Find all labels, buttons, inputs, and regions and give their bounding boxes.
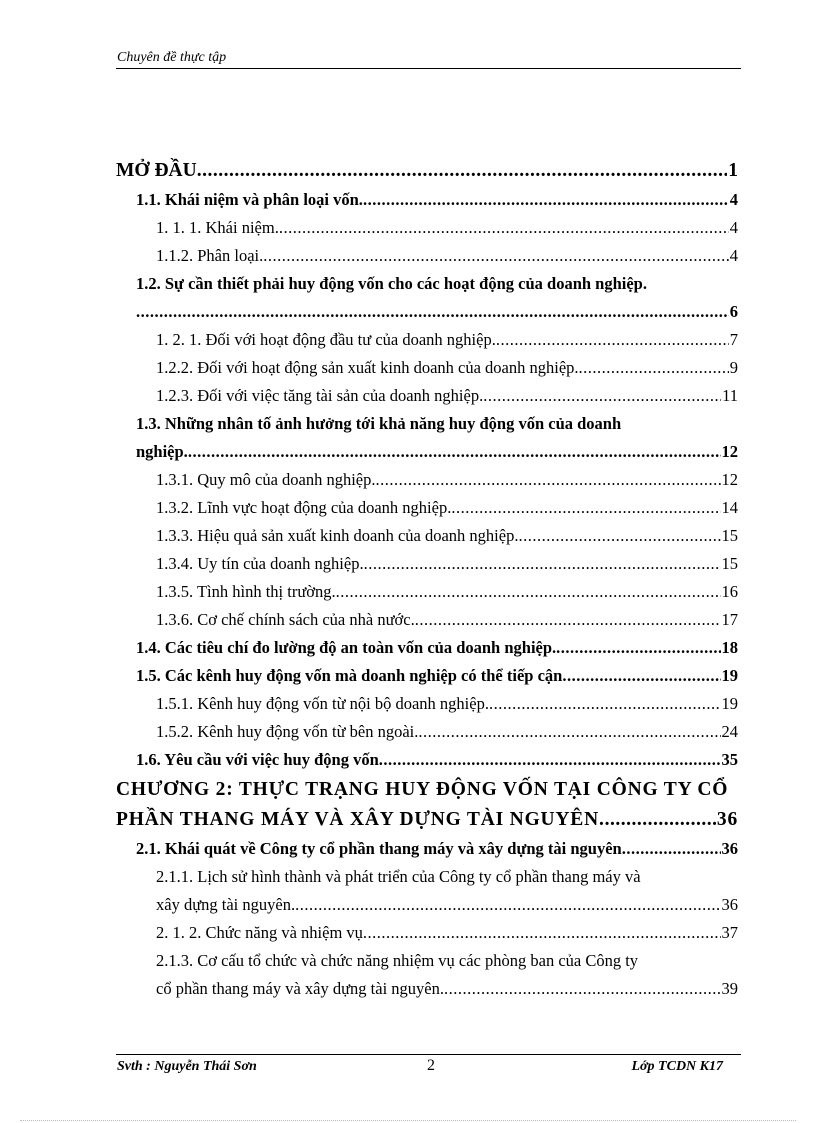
toc-page-number: 12 — [721, 442, 738, 461]
table-of-contents — [116, 156, 738, 1003]
toc-page-number: 36 — [716, 809, 738, 830]
toc-leader-dots — [188, 438, 721, 466]
toc-entry-1-6[interactable] — [116, 746, 738, 774]
page-bottom-divider — [20, 1120, 796, 1121]
toc-entry-2-1-1-cont[interactable] — [116, 891, 738, 919]
toc-page-number: 6 — [729, 302, 738, 321]
toc-entry-text: MỞ ĐẦU — [116, 160, 197, 181]
toc-entry-text: 1.6. Yêu cầu với việc huy động vốn — [136, 750, 379, 769]
toc-leader-dots — [418, 718, 720, 746]
toc-entry-text: CHƯƠNG 2: THỰC TRẠNG HUY ĐỘNG VỐN TẠI CÔNG TY CỔ — [116, 779, 729, 800]
toc-leader-dots — [279, 214, 729, 242]
toc-entry-text: 1.1.2. Phân loại. — [156, 246, 264, 265]
toc-page-number: 4 — [729, 246, 738, 265]
toc-entry-text: 1. 1. 1. Khái niệm. — [156, 218, 279, 237]
toc-entry-1-1-1[interactable] — [116, 214, 738, 242]
toc-leader-dots — [489, 690, 721, 718]
toc-entry-1-5[interactable] — [116, 662, 738, 690]
toc-entry-text: 2.1.3. Cơ cấu tổ chức và chức năng nhiệm vụ các phòng ban của Công ty — [156, 951, 639, 970]
toc-entry-chapter-2[interactable] — [116, 774, 738, 805]
toc-page-number: 11 — [722, 386, 738, 405]
toc-entry-text: 1.3.6. Cơ chế chính sách của nhà nước. — [156, 610, 415, 629]
toc-page-number: 36 — [721, 895, 738, 914]
toc-entry-text: xây dựng tài nguyên. — [156, 895, 296, 914]
toc-leader-dots — [562, 662, 720, 690]
toc-leader-dots — [444, 975, 721, 1003]
toc-page-number: 36 — [721, 839, 738, 858]
toc-leader-dots — [295, 891, 720, 919]
toc-page-number: 15 — [721, 554, 738, 573]
toc-entry-text: 1.2.2. Đối với hoạt động sản xuất kinh doanh của doanh nghiệp. — [156, 358, 579, 377]
toc-page-number: 18 — [721, 638, 738, 657]
toc-entry-chapter-2-cont[interactable] — [116, 805, 738, 835]
toc-page-number: 7 — [729, 330, 738, 349]
toc-page-number: 4 — [729, 218, 738, 237]
toc-page-number: 1 — [728, 160, 738, 181]
toc-entry-text: 1.5.2. Kênh huy động vốn từ bên ngoài. — [156, 722, 419, 741]
toc-entry-text: PHẦN THANG MÁY VÀ XÂY DỰNG TÀI NGUYÊN. — [116, 809, 605, 830]
toc-entry-1-4[interactable] — [116, 634, 738, 662]
toc-entry-2-1[interactable] — [116, 835, 738, 863]
toc-leader-dots — [415, 606, 721, 634]
toc-entry-text: 1.2.3. Đối với việc tăng tài sản của doanh nghiệp. — [156, 386, 484, 405]
toc-entry-1-2-2[interactable] — [116, 354, 738, 382]
toc-leader-dots — [136, 298, 729, 326]
toc-page-number: 35 — [721, 750, 738, 769]
toc-entry-1-3-cont[interactable] — [116, 438, 738, 466]
toc-leader-dots — [336, 578, 721, 606]
toc-entry-1-3-5[interactable] — [116, 578, 738, 606]
toc-entry-1-3-2[interactable] — [116, 494, 738, 522]
toc-entry-text: 1.1. Khái niệm và phân loại vốn. — [136, 190, 363, 209]
page-header — [116, 48, 741, 69]
toc-leader-dots — [556, 634, 720, 662]
toc-leader-dots — [451, 494, 720, 522]
toc-entry-1-2-cont[interactable] — [116, 298, 738, 326]
toc-entry-text: 1.5.1. Kênh huy động vốn từ nội bộ doanh nghiệp. — [156, 694, 489, 713]
toc-entry-text: nghiệp. — [136, 442, 188, 461]
toc-entry-1-2[interactable] — [116, 270, 738, 298]
toc-leader-dots — [622, 835, 721, 863]
footer-author: Svth : Nguyễn Thái Sơn — [117, 1059, 257, 1074]
footer-page-number: 2 — [427, 1057, 435, 1074]
toc-entry-1-3[interactable] — [116, 410, 738, 438]
page-footer — [116, 1054, 741, 1079]
toc-leader-dots — [263, 242, 729, 270]
toc-entry-1-1-2[interactable] — [116, 242, 738, 270]
toc-entry-text: 1.3.1. Quy mô của doanh nghiệp. — [156, 470, 376, 489]
toc-page-number: 17 — [721, 610, 738, 629]
toc-page-number: 24 — [721, 722, 738, 741]
toc-page-number: 37 — [721, 923, 738, 942]
toc-entry-text: cổ phần thang máy và xây dựng tài nguyên. — [156, 979, 444, 998]
toc-page-number: 39 — [721, 979, 738, 998]
toc-leader-dots — [379, 746, 721, 774]
toc-leader-dots — [376, 466, 721, 494]
toc-page-number: 16 — [721, 582, 738, 601]
toc-page-number: 4 — [729, 190, 738, 209]
toc-entry-2-1-3[interactable] — [116, 947, 738, 975]
toc-entry-1-2-3[interactable] — [116, 382, 738, 410]
toc-entry-text: 1. 2. 1. Đối với hoạt động đầu tư của doanh nghiệp. — [156, 330, 496, 349]
toc-entry-text: 1.2. Sự cần thiết phải huy động vốn cho các hoạt động của doanh nghiệp. — [136, 274, 647, 293]
toc-leader-dots — [605, 805, 716, 835]
toc-entry-text: 2.1. Khái quát về Công ty cổ phần thang máy và xây dựng tài nguyên — [136, 839, 622, 858]
toc-entry-2-1-1[interactable] — [116, 863, 738, 891]
toc-entry-1-3-4[interactable] — [116, 550, 738, 578]
toc-page-number: 15 — [721, 526, 738, 545]
toc-entry-1-5-2[interactable] — [116, 718, 738, 746]
toc-entry-text: 2. 1. 2. Chức năng và nhiệm vụ — [156, 923, 363, 942]
footer-class: Lớp TCDN K17 — [631, 1059, 723, 1074]
toc-leader-dots — [197, 156, 728, 186]
toc-leader-dots — [496, 326, 729, 354]
toc-entry-1-3-3[interactable] — [116, 522, 738, 550]
toc-entry-1-5-1[interactable] — [116, 690, 738, 718]
toc-leader-dots — [579, 354, 729, 382]
toc-entry-text: 1.3. Những nhân tố ảnh hưởng tới khả năng huy động vốn của doanh — [136, 414, 622, 433]
toc-page-number: 9 — [729, 358, 738, 377]
toc-entry-1-3-1[interactable] — [116, 466, 738, 494]
toc-entry-text: 1.3.2. Lĩnh vực hoạt động của doanh nghiệp. — [156, 498, 452, 517]
toc-leader-dots — [363, 186, 729, 214]
toc-page-number: 19 — [721, 694, 738, 713]
toc-entry-1-2-1[interactable] — [116, 326, 738, 354]
toc-leader-dots — [483, 382, 721, 410]
toc-entry-text: 1.5. Các kênh huy động vốn mà doanh nghiệp có thể tiếp cận — [136, 666, 563, 685]
toc-entry-text: 1.3.3. Hiệu quả sản xuất kinh doanh của doanh nghiệp. — [156, 526, 519, 545]
toc-entry-text: 1.3.5. Tình hình thị trường. — [156, 582, 336, 601]
toc-entry-text: 1.3.4. Uy tín của doanh nghiệp. — [156, 554, 364, 573]
toc-leader-dots — [363, 919, 721, 947]
toc-entry-2-1-2[interactable] — [116, 919, 738, 947]
toc-page-number: 14 — [721, 498, 738, 517]
toc-entry-mo-dau[interactable] — [116, 156, 738, 186]
toc-entry-1-3-6[interactable] — [116, 606, 738, 634]
header-title: Chuyên đề thực tập — [117, 50, 227, 65]
toc-page-number: 19 — [721, 666, 738, 685]
toc-leader-dots — [364, 550, 721, 578]
toc-entry-text: 2.1.1. Lịch sử hình thành và phát triển của Công ty cổ phần thang máy và — [156, 867, 641, 886]
toc-entry-text: 1.4. Các tiêu chí đo lường độ an toàn vốn của doanh nghiệp. — [136, 638, 557, 657]
toc-page-number: 12 — [721, 470, 738, 489]
toc-entry-2-1-3-cont[interactable] — [116, 975, 738, 1003]
toc-leader-dots — [518, 522, 720, 550]
toc-entry-1-1[interactable] — [116, 186, 738, 214]
